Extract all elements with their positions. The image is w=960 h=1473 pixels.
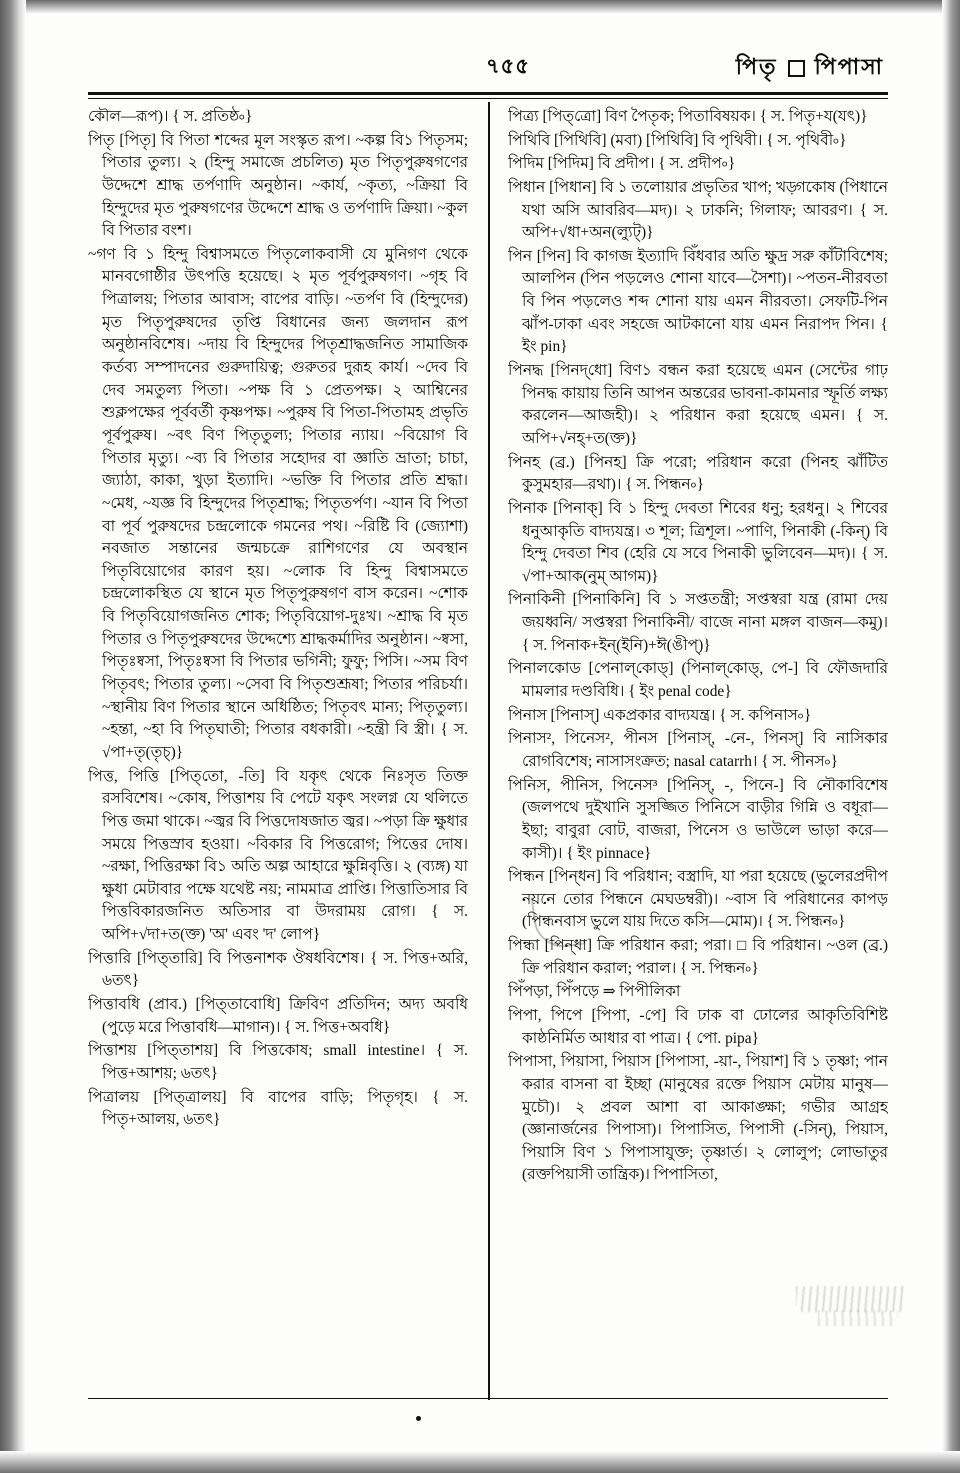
dictionary-entry: ~গণ বি ১ হিন্দু বিশ্বাসমতে পিতৃলোকবাসী যে মুনিগণ থেকে মানবগোষ্ঠীর উৎপত্তি হয়েছে। ২ মৃত পূর্বপুরুষগণ। ~গৃহ বি পিত্রালয়; পিতার আবাস; বাপের বাড়ি। ~তর্পণ বি (হিন্দুদের) মৃত পিতৃপুরুষদের তৃপ্তি বিধানের জন্য জলদান রূপ অনুষ্ঠানবিশেষ। ~দায় বি হিন্দুদের পিতৃশ্রাদ্ধজনিত সামাজিক কর্তব্য সম্পাদনের গুরুদায়িত্ব; গুরুতর দুরূহ কার্য। ~দেব বি দেব সমতুল্য পিতা। ~পক্ষ বি ১ প্রেতপক্ষ। ২ আশ্বিনের শুক্লপক্ষের পূর্ববর্তী কৃষ্ণপক্ষ। ~পুরুষ বি পিতা-পিতামহ প্রভৃতি পূর্বপুরুষ। ~বৎ বিণ পিতৃতুল্য; পিতার ন্যায়। ~বিয়োগ বি পিতার মৃত্যু। ~ব্য বি পিতার সহোদর বা জ্ঞাতি ভ্রাতা; চাচা, জ্যাঠা, কাকা, খুড়া ইত্যাদি। ~ভক্তি বি পিতার প্রতি শ্রদ্ধা। ~মেধ, ~যজ্ঞ বি হিন্দুদের পিতৃশ্রাদ্ধ; পিতৃতর্পণ। ~যান বি পিতা বা পূর্ব পুরুষদের চন্দ্রলোকে গমনের পথ। ~রিষ্টি বি (জ্যোশা) নবজাত সন্তানের জন্মচক্রে রাশিগণের যে অবস্থান পিতৃবিয়োগের কারণ হয়। ~লোক বি হিন্দু বিশ্বাসমতে চন্দ্রলোকস্থিত যে স্থানে মৃত পিতৃপুরুষগণ বাস করেন। ~শোক বি পিতৃবিয়োগজনিত শোক; পিতৃবিয়োগ-দুঃখ। ~শ্রাদ্ধ বি মৃত পিতার ও পিতৃপুরুষদের উদ্দেশ্যে শ্রাদ্ধকর্মাদির অনুষ্ঠান। ~ষ্বসা, পিতৃঃষ্বসা, পিতৃঃষ্বসা বি পিতার ভগিনী; ফুফু; পিসি। ~সম বিণ পিতৃবৎ; পিতার তুল্য। ~সেবা বি পিতৃশুশ্রূষা; পিতার পরিচর্যা। ~স্থানীয় বিণ পিতার স্থানে অধিষ্ঠিত; পিতৃবৎ মান্য; পিতৃতুল্য।~হন্তা, ~হা বি পিতৃঘাতী; পিতার বধকারী। ~হন্ত্রী বি স্ত্রী। { স. √পা+তৃ(তৃচ্)} [88, 245, 468, 761]
column-divider [488, 102, 490, 1400]
dictionary-entry: পিনহ (ব্র.) [পিনহ] ক্রি পরো; পরিধান করো (পিনহ ঝাঁটিত কুসুমহার—রথা)। { স. পিন্ধন৹} [508, 453, 888, 494]
dictionary-entry: পিনাক [পিনাক্‌] বি ১ হিন্দু দেবতা শিবের ধনু; হরধনু। ২ শিবের ধনুআকৃতি বাদ্যযন্ত্র। ৩ শূল; ত্রিশূল। ~পাণি, পিনাকী (-কিন্) বি হিন্দু দেবতা শিব (হেরি যে সবে পিনাকী ভুলিবেন—মদ)। { স. √পা+আক(নুম্ আগম)} [508, 499, 888, 585]
right-column [508, 106, 888, 1396]
left-column [88, 106, 468, 1396]
scan-edge-left [0, 0, 26, 1473]
dictionary-entry: পিনাস [পিনাস্‌] একপ্রকার বাদ্যযন্ত্র। { স. কপিনাস৹} [508, 706, 812, 724]
dictionary-entry: পিত্রালয় [পিত্‌ত্রালয়] বি বাপের বাড়ি; পিতৃগৃহ। { স. পিতৃ+আলয়, ৬তৎ} [88, 1088, 468, 1129]
dictionary-entry: পিনাকিনী [পিনাকিনি] বি ১ সপ্ততন্ত্রী; সপ্তস্বরা যন্ত্র (রামা দেয় জয়ধ্বনি/ সপ্তস্বরা পিনাকিনী/ বাজে নানা মঙ্গল বাজন—কমু)। { স. পিনাক+ইন্(ইনি)+ঈ(ঙীপ্)} [508, 591, 888, 654]
scan-edge-top [0, 0, 960, 14]
guide-separator-icon [788, 60, 805, 77]
dictionary-entry: কৌল—রূপ)। { স. প্রতিষ্ঠ৹} [88, 108, 253, 125]
guide-word-right: পিপাসা [814, 54, 884, 79]
dictionary-entry: পিপা, পিপে [পিপা, -পে] বি ঢাক বা ঢোলের আকৃতিবিশিষ্ট কাষ্ঠনির্মিত আধার বা পাত্র। { পো. pipa} [508, 1006, 888, 1047]
dictionary-entry: পিপাসা, পিয়াসা, পিয়াস [পিপাসা, -য়া-, পিয়াশ] বি ১ তৃষ্ণা; পান করার বাসনা বা ইচ্ছা (মানুষের রক্তে পিয়াস মেটায় মানুষ—মুচৌ)। ২ প্রবল আশা বা আকাঙ্ক্ষা; গভীর আগ্রহ (জ্ঞানার্জনের পিপাসা)। পিপাসিত, পিপাসী (-সিন্), পিয়াস, পিয়াসি বিণ ১ পিপাসাযুক্ত; তৃষ্ণার্ত। ২ লোলুপ; লোভাতুর (রক্তপিয়াসী তান্ত্রিক)। পিপাসিতা, [508, 1053, 888, 1184]
dictionary-entry: পিন্ধা [পিন্‌ধা] ক্রি পরিধান করা; পরা। □ বি পরিধান। ~ওল (ব্র.) ক্রি পরিধান করাল; পরাল। { স. পিন্ধন৹} [508, 937, 888, 977]
running-head [86, 50, 886, 84]
dictionary-entry: পিনালকোড [পেনাল্‌কোড্‌] (পিনাল্‌কোড্‌, পে-] বি ফৌজদারি মামলার দণ্ডবিধি। { ইং penal code} [508, 660, 888, 701]
header-rule [88, 92, 888, 99]
text-columns [88, 106, 890, 1396]
dictionary-entry: পিত্ত, পিত্তি [পিত্‌তো, -তি] বি যকৃৎ থেকে নিঃসৃত তিক্ত রসবিশেষ। ~কোষ, পিত্তাশয় বি পেটে যকৃৎ সংলগ্ন যে থলিতে পিত্ত জমা থাকে। ~জ্বর বি পিত্তদোষজাত জ্বর। ~পড়া ক্রি ক্ষুধার সময়ে পিত্তস্রাব হওয়া। ~বিকার বি পিত্তরোগ; পিত্তের দোষ। ~রক্ষা, পিত্তিরক্ষা বি১ অতি অল্প আহারে ক্ষুন্নিবৃত্তি। ২ (ব্যঙ্গ) যা ক্ষুধা মেটাবার পক্ষে যথেষ্ট নয়; নামমাত্র প্রাপ্তি। পিত্তাতিসার বি পিত্তবিকারজনিত অতিসার বা উদরাময় রোগ। { স. অপি+√দা+ত(ক্ত) 'অ' এবং 'দ' লোপ} [88, 767, 468, 944]
scan-edge-right [942, 0, 960, 1473]
guide-word-left: পিতৃ [735, 54, 778, 79]
dictionary-entry: পিনাস², পিনেস², পীনস [পিনাস্‌, -নে-, পিনস্‌] বি নাসিকার রোগবিশেষ; নাসাসংক্রত; nasal catarrh। { স. পীনস৹} [508, 730, 888, 770]
page-sheet [26, 14, 942, 1451]
dictionary-entry: পিন্ধন [পিন্‌ধন] বি পরিধান; বস্ত্রাদি, যা পরা হয়েছে (ভুলেরপ্রদীপ নয়নে তোর পিন্ধনে মেঘডম্বরী)। ~বাস বি পরিধানের কাপড় (পিন্ধনবাস ভুলে যায় দিতে কসি—মোম)। { স. পিন্ধন৹} [508, 868, 888, 931]
dictionary-entry: পিতৃ [পিতৃ] বি পিতা শব্দের মূল সংস্কৃত রূপ। ~কল্প বি১ পিতৃসম; পিতার তুল্য। ২ (হিন্দু সমাজে প্রচলিত) মৃত পিতৃপুরুষগণের উদ্দেশে শ্রাদ্ধ তর্পণাদি অনুষ্ঠান। ~কার্য, ~কৃত্য, ~ক্রিয়া বি হিন্দুদের মৃত পুরুষগণের উদ্দেশে শ্রাদ্ধ ও তর্পণাদি ক্রিয়া। ~কুল বি পিতার বংশ। [88, 131, 468, 240]
guide-words [736, 50, 884, 87]
page-number: ৭৫৫ [486, 54, 530, 78]
dictionary-entry: পিধান [পিধান] বি ১ তলোয়ার প্রভৃতির খাপ; খড়্গকোষ (পিধানে যথা অসি আবরিব—মদ)। ২ ঢাকনি; গিলাফ; আবরণ। { স. অপি+√ধা+অন(ল্যুট্)} [508, 178, 888, 242]
dictionary-entry: পিত্র্য [পিত্‌ত্রো] বিণ পৈতৃক; পিতাবিষয়ক। { স. পিতৃ+য(যৎ)} [508, 108, 868, 125]
dictionary-entry: পিত্তাশয় [পিত্‌তাশয়] বি পিত্তকোষ; small intestine। { স. পিত্ত+আশয়; ৬তৎ} [88, 1042, 468, 1082]
dictionary-entry: পিদিম [পিদিম] বি প্রদীপ। { স. প্রদীপ৹} [508, 155, 736, 173]
scan-edge-bottom [0, 1451, 960, 1473]
page-center-dot [416, 1416, 421, 1421]
dictionary-entry: পিন [পিন] বি কাগজ ইত্যাদি বিঁধবার অতি ক্ষুদ্র সরু কাঁটাবিশেষ; আলপিন (পিন পড়লেও শোনা যাবে—সৈশা)। ~পতন-নীরবতা বি পিন পড়লেও শব্দ শোনা যায় এমন নীরবতা। সেফটি-পিন ঝাঁপ-ঢাকা এবং সহজে আটকানো যায় এমন নিরাপদ পিন। { ইং pin} [508, 247, 888, 356]
dictionary-entry: পিঁপড়া, পিঁপড়ে ⇒ পিপীলিকা [508, 983, 681, 1001]
dictionary-entry: পিনদ্ধ [পিনদ্‌ধো] বিণ১ বন্ধন করা হয়েছে এমন (সেন্টের গাঢ় পিনদ্ধ কায়ায় তিনি আপন অন্তরের ভাবনা-কামনার স্ফূর্তি লক্ষ্য করলেন—আজহী)। ২ পরিধান করা হয়েছে এমন। { স. অপি+√নহ্+ত(ক্ত)} [508, 362, 888, 447]
dictionary-entry: পিত্তাবধি (প্রাব.) [পিত্‌তাবোধি] ক্রিবিণ প্রতিদিন; অদ্য অবধি (পুড়ে মরে পিত্তাবধি—মাগান)। { স. পিত্ত+অবধি} [88, 995, 468, 1036]
dictionary-entry: পিনিস, পীনিস, পিনেস³ [পিনিস্‌, -, পিনে-] বি নৌকাবিশেষ (জলপথে দুইখানি সুসজ্জিত পিনিসে বাড়ীর গিন্নি ও বধূরা—ইছা; বাবুরা বোট, বাজরা, পিনেস ও ভাউলে ভাড়া করে—কাসী)। { ইং pinnace} [508, 776, 888, 862]
footer-rule [88, 1398, 888, 1399]
dictionary-entry: পিত্তারি [পিত্‌তারি] বি পিত্তনাশক ঔষধবিশেষ। { স. পিত্ত+অরি, ৬তৎ} [88, 949, 468, 990]
dictionary-entry: পিথিবি [পিথিবি] (মবা) [পিথিবি] বি পৃথিবী। { স. পৃথিবী৹} [508, 131, 847, 149]
